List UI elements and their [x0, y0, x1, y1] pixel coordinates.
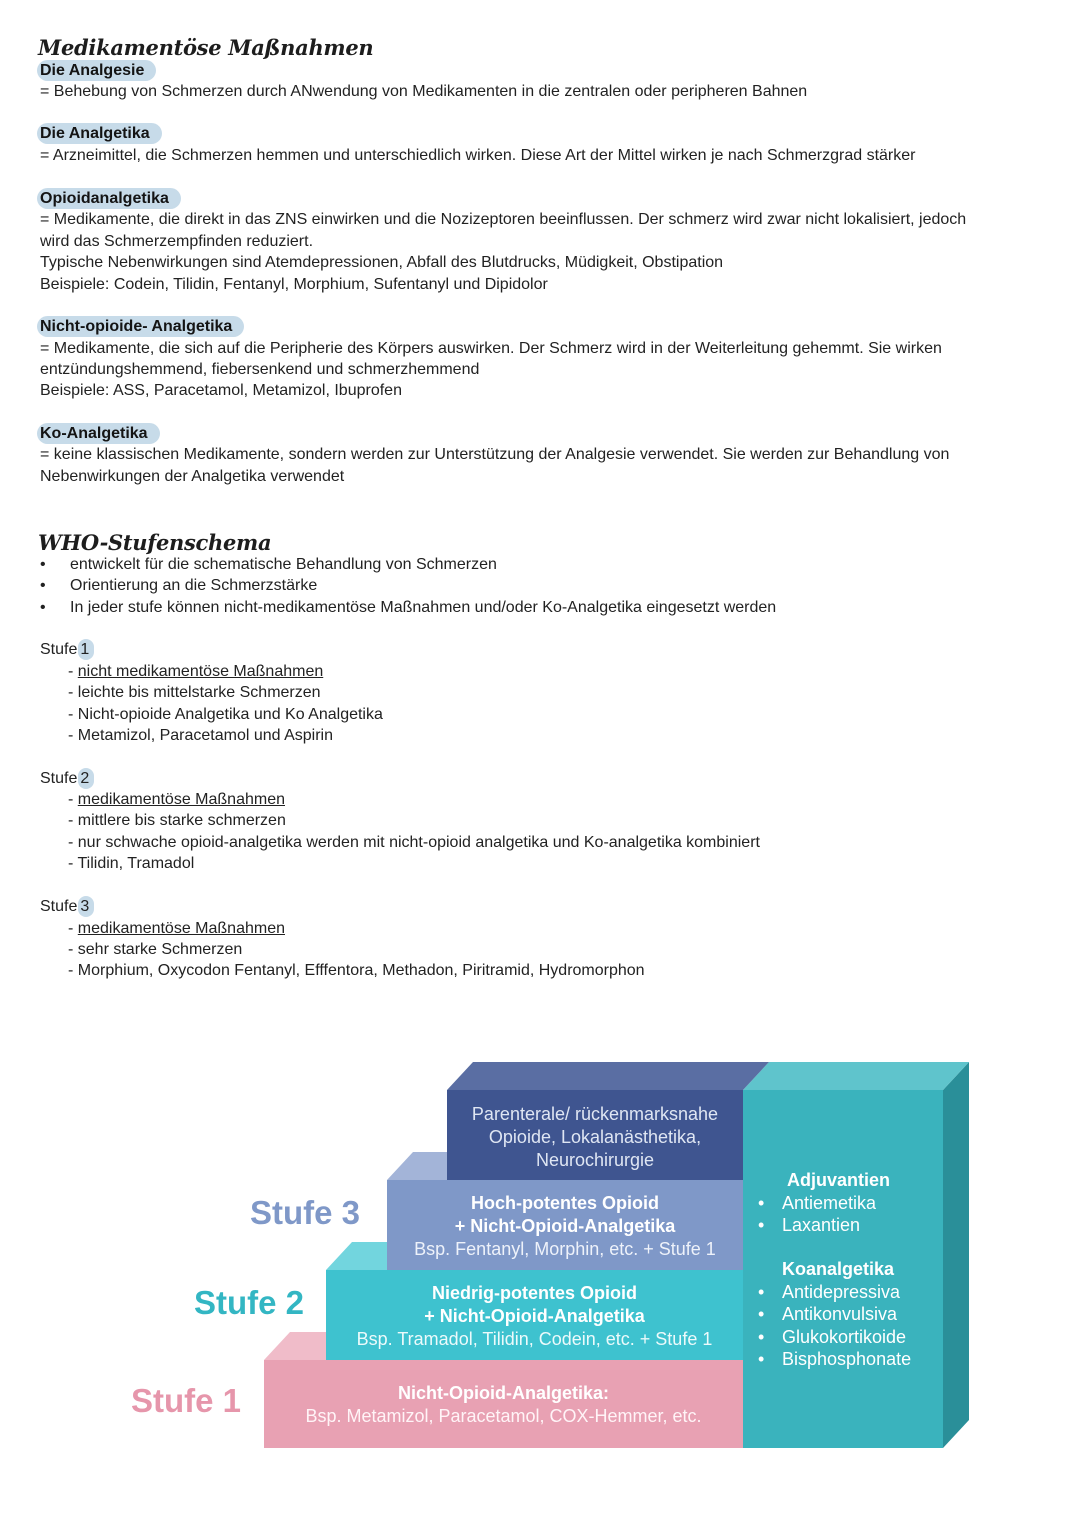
stufe-number: 3 — [78, 896, 94, 917]
list-item: • Antikonvulsiva — [756, 1303, 941, 1326]
stufe3-line3: Bsp. Fentanyl, Morphin, etc. + Stufe 1 — [414, 1239, 716, 1259]
top-block-top — [447, 1062, 769, 1090]
stufe-item-text: mittlere bis starke schmerzen — [77, 812, 286, 829]
stufe-label: Stufe — [40, 641, 78, 658]
adjuvantien-list — [756, 1169, 941, 1237]
dash: - — [68, 684, 74, 701]
koanalgetika-list — [756, 1258, 941, 1371]
top-line: Opioide, Lokalanästhetika, — [488, 1127, 702, 1147]
section-text: = Medikamente, die direkt in das ZNS einwirken und die Nozizeptoren beeinflussen. Der schmerz wird zwar nicht lokalisiert, jedoch — [40, 211, 967, 228]
stufe-number: 1 — [78, 639, 94, 660]
stufe-item-text: medikamentöse Maßnahmen — [77, 920, 285, 937]
right-column-side — [943, 1062, 969, 1448]
dash: - — [68, 663, 74, 680]
stufe2-text — [326, 1282, 743, 1351]
section-text: = keine klassischen Medikamente, sondern werden zur Unterstützung der Analgesie verwendet. Sie werden zur Behandlung von — [40, 446, 950, 463]
stufe2-line3: Bsp. Tramadol, Tilidin, Codein, etc. + Stufe 1 — [356, 1329, 713, 1349]
section-text: wird das Schmerzempfinden reduziert. — [40, 233, 314, 250]
section-text: entzündungshemmend, fiebersenkend und schmerzhemmend — [40, 361, 480, 378]
dash: - — [68, 791, 74, 808]
stufe3-line2: + Nicht-Opioid-Analgetika — [454, 1216, 676, 1236]
koanalgetika-title: Koanalgetika — [782, 1259, 895, 1279]
stufe-label: Stufe — [40, 770, 78, 787]
bullet-text: In jeder stufe können nicht-medikamentöse Maßnahmen und/oder Ko-Analgetika eingesetzt werden — [70, 599, 777, 616]
bullet-text: entwickelt für die schematische Behandlung von Schmerzen — [70, 556, 497, 573]
dash: - — [68, 834, 74, 851]
top-line: Neurochirurgie — [535, 1150, 655, 1170]
adjuvantien-title: Adjuvantien — [787, 1170, 891, 1190]
bullet-dot: • — [40, 577, 46, 594]
stufe-item-text: Nicht-opioide Analgetika und Ko Analgetika — [77, 706, 383, 723]
section-tag-ko-analgetika: Ko-Analgetika — [37, 423, 160, 444]
page-title: Medikamentöse Maßnahmen — [38, 35, 374, 60]
dash: - — [68, 941, 74, 958]
dash: - — [68, 920, 74, 937]
stufe-item-text: Morphium, Oxycodon Fentanyl, Efffentora, Methadon, Piritramid, Hydromorphon — [77, 962, 645, 979]
list-item: • Antiemetika — [756, 1192, 941, 1215]
top-block-text — [447, 1103, 743, 1172]
stufe-item-text: medikamentöse Maßnahmen — [77, 791, 285, 808]
stufe3-line1: Hoch-potentes Opioid — [471, 1193, 659, 1213]
top-line: Parenterale/ rückenmarksnahe — [471, 1104, 719, 1124]
stufe-label: Stufe — [40, 898, 78, 915]
stufe1-label: Stufe 1 — [131, 1382, 242, 1419]
stufe1-line1: Nicht-Opioid-Analgetika: — [398, 1383, 609, 1403]
stufe2-line1: Niedrig-potentes Opioid — [432, 1283, 637, 1303]
bullet-text: Orientierung an die Schmerzstärke — [70, 577, 318, 594]
stufe1-text — [264, 1382, 743, 1428]
list-item: • Laxantien — [756, 1214, 941, 1237]
bullet-dot: • — [40, 599, 46, 616]
stufe2-label: Stufe 2 — [194, 1284, 305, 1321]
section-tag-analgetika: Die Analgetika — [37, 123, 162, 144]
section-text: = Arzneimittel, die Schmerzen hemmen und unterschiedlich wirken. Diese Art der Mittel wirken je nach Schmerzgrad stärker — [40, 147, 916, 164]
dash: - — [68, 855, 74, 872]
stufe1-line2: Bsp. Metamizol, Paracetamol, COX-Hemmer, etc. — [305, 1406, 702, 1426]
right-column-top — [743, 1062, 969, 1090]
stufe3-top — [387, 1152, 447, 1180]
stufe2-top — [326, 1242, 387, 1270]
stufe-item-text: nur schwache opioid-analgetika werden mit nicht-opioid analgetika und Ko-analgetika kombiniert — [77, 834, 760, 851]
section-text: Nebenwirkungen der Analgetika verwendet — [40, 468, 345, 485]
stufe-item-text: leichte bis mittelstarke Schmerzen — [77, 684, 321, 701]
who-title: WHO-Stufenschema — [38, 530, 272, 555]
dash: - — [68, 706, 74, 723]
stufe-number: 2 — [78, 768, 94, 789]
list-item: • Antidepressiva — [756, 1281, 941, 1304]
dash: - — [68, 962, 74, 979]
bullet-dot: • — [40, 556, 46, 573]
dash: - — [68, 812, 74, 829]
section-text: Beispiele: ASS, Paracetamol, Metamizol, Ibuprofen — [40, 382, 402, 399]
section-text: Beispiele: Codein, Tilidin, Fentanyl, Morphium, Sufentanyl und Dipidolor — [40, 276, 548, 293]
section-tag-opioidanalgetika: Opioidanalgetika — [37, 188, 181, 209]
section-text: = Behebung von Schmerzen durch ANwendung von Medikamenten in die zentralen oder peripheren Bahnen — [40, 83, 808, 100]
stufe2-line2: + Nicht-Opioid-Analgetika — [424, 1306, 645, 1326]
stufe-item-text: Metamizol, Paracetamol und Aspirin — [77, 727, 334, 744]
section-text: Typische Nebenwirkungen sind Atemdepressionen, Abfall des Blutdrucks, Müdigkeit, Obstipation — [40, 254, 724, 271]
stufe1-top — [264, 1332, 326, 1360]
section-tag-nicht-opioide: Nicht-opioide- Analgetika — [37, 316, 244, 337]
stufe-item-text: nicht medikamentöse Maßnahmen — [77, 663, 324, 680]
section-tag-analgesie: Die Analgesie — [37, 60, 156, 81]
list-item: • Bisphosphonate — [756, 1348, 941, 1371]
dash: - — [68, 727, 74, 744]
section-text: = Medikamente, die sich auf die Peripherie des Körpers auswirken. Der Schmerz wird in der Weiterleitung gehemmt. Sie wirken — [40, 340, 942, 357]
stufe3-label: Stufe 3 — [250, 1194, 361, 1231]
list-item: • Glukokortikoide — [756, 1326, 941, 1349]
stufe3-text — [387, 1192, 743, 1261]
stufe-item-text: Tilidin, Tramadol — [77, 855, 195, 872]
stufe-item-text: sehr starke Schmerzen — [77, 941, 243, 958]
